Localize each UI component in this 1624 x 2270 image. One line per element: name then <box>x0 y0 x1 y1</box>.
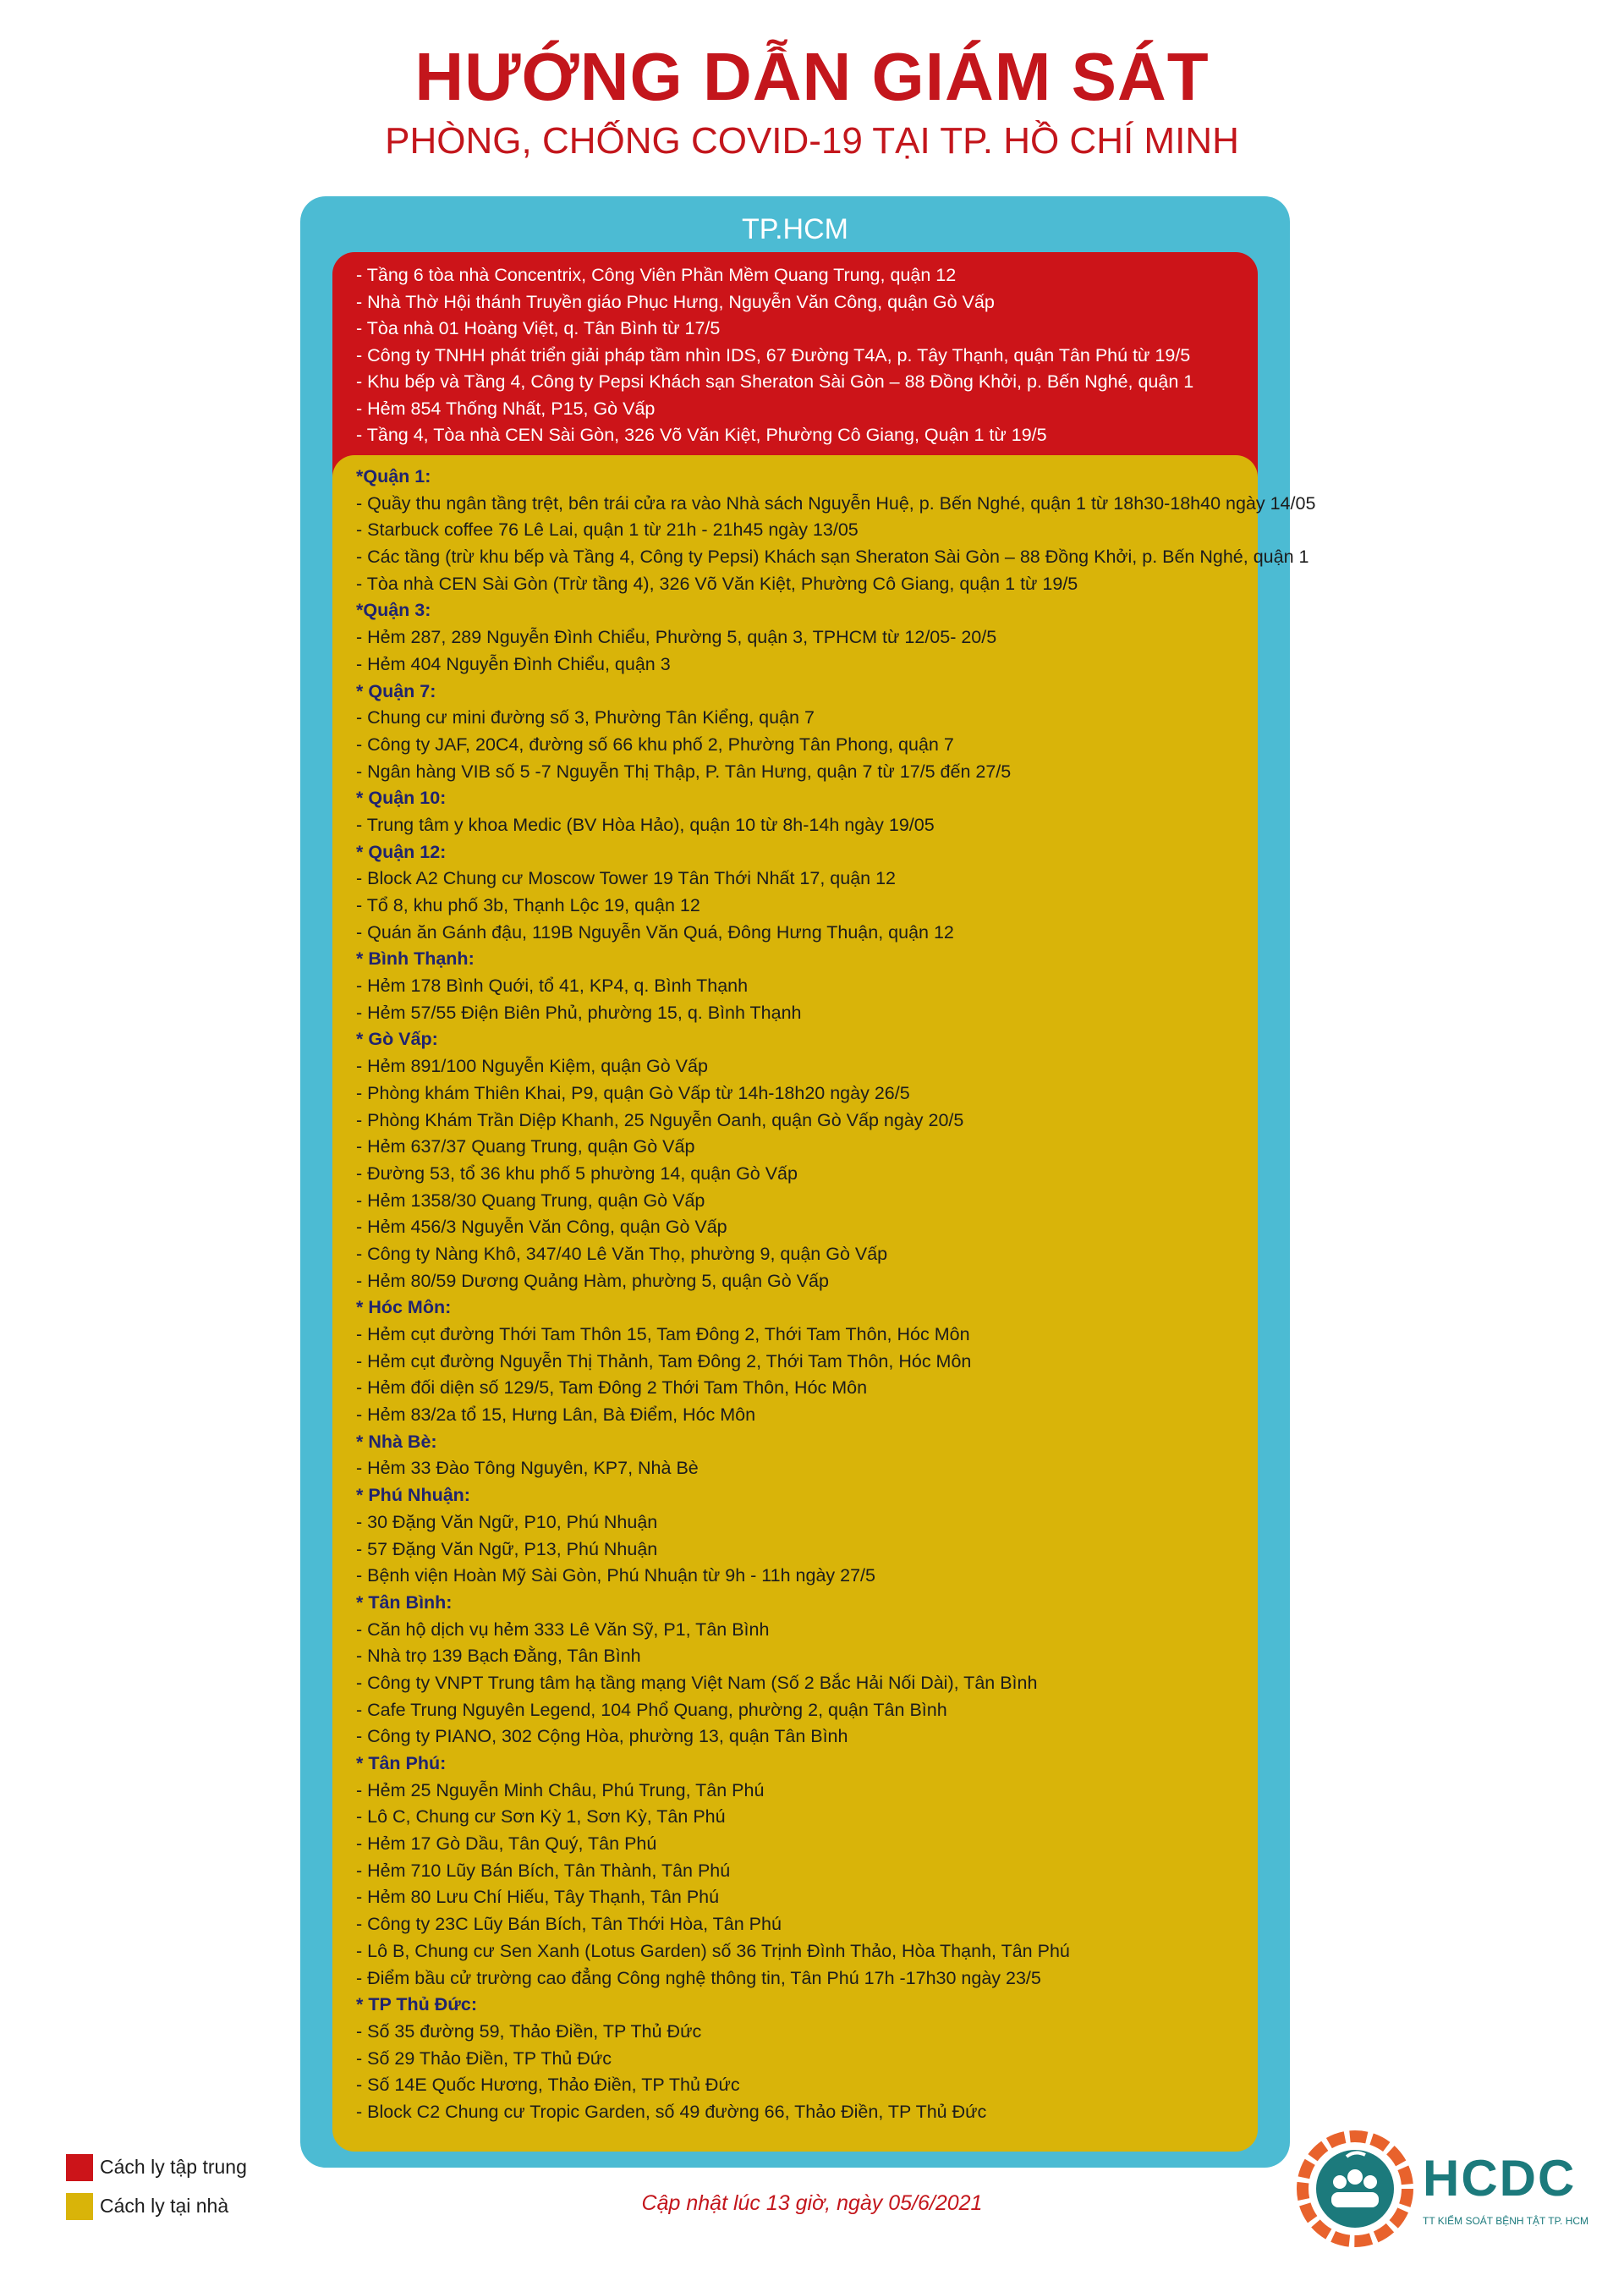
home-isolation-item: - Số 14E Quốc Hương, Thảo Điền, TP Thủ Đức <box>356 2075 740 2096</box>
home-isolation-item: - Hẻm 287, 289 Nguyễn Đình Chiểu, Phường 5, quận 3, TPHCM từ 12/05- 20/5 <box>356 627 997 648</box>
legend-swatch-red <box>66 2154 93 2181</box>
home-isolation-item: - Điểm bầu cử trường cao đẳng Công nghệ thông tin, Tân Phú 17h -17h30 ngày 23/5 <box>356 1967 1041 1988</box>
home-isolation-item: - Công ty PIANO, 302 Cộng Hòa, phường 13, quận Tân Bình <box>356 1726 848 1747</box>
district-heading: * TP Thủ Đức: <box>356 1994 477 2015</box>
home-isolation-item: - Hẻm 17 Gò Dầu, Tân Quý, Tân Phú <box>356 1833 657 1855</box>
district-heading: * Bình Thạnh: <box>356 948 475 970</box>
home-isolation-item: - Công ty Nàng Khô, 347/40 Lê Văn Thọ, phường 9, quận Gò Vấp <box>356 1243 888 1264</box>
home-isolation-item: - Block A2 Chung cư Moscow Tower 19 Tân Thới Nhất 17, quận 12 <box>356 868 897 889</box>
home-isolation-item: - Công ty VNPT Trung tâm hạ tầng mạng Việt Nam (Số 2 Bắc Hải Nối Dài), Tân Bình <box>356 1672 1038 1693</box>
home-isolation-item: - Quán ăn Gánh đậu, 119B Nguyễn Văn Quá, Đông Hưng Thuận, quận 12 <box>356 921 954 943</box>
district-heading: * Tân Phú: <box>356 1753 447 1773</box>
district-heading: * Quận 10: <box>356 788 447 809</box>
home-isolation-item: - Bệnh viện Hoàn Mỹ Sài Gòn, Phú Nhuận từ 9h - 11h ngày 27/5 <box>356 1565 875 1586</box>
home-isolation-item: - Hẻm 83/2a tổ 15, Hưng Lân, Bà Điểm, Hóc Môn <box>356 1404 756 1426</box>
home-isolation-item: - Hẻm 80/59 Dương Quảng Hàm, phường 5, quận Gò Vấp <box>356 1270 829 1291</box>
concentrated-isolation-item: - Khu bếp và Tầng 4, Công ty Pepsi Khách sạn Sheraton Sài Gòn – 88 Đồng Khởi, p. Bến Nghé, quận 1 <box>356 371 1194 392</box>
home-isolation-item: - Nhà trọ 139 Bạch Đằng, Tân Bình <box>356 1646 641 1667</box>
district-heading: * Phú Nhuận: <box>356 1485 470 1506</box>
district-heading: * Nhà Bè: <box>356 1431 437 1452</box>
home-isolation-item: - Tổ 8, khu phố 3b, Thạnh Lộc 19, quận 12 <box>356 895 700 915</box>
city-panel <box>300 196 1316 2168</box>
page-subtitle: PHÒNG, CHỐNG COVID-19 TẠI TP. HỒ CHÍ MINH <box>385 120 1239 162</box>
home-isolation-item: - Lô B, Chung cư Sen Xanh (Lotus Garden) số 36 Trịnh Đình Thảo, Hòa Thạnh, Tân Phú <box>356 1940 1070 1961</box>
home-isolation-item: - Hẻm 178 Bình Quới, tổ 41, KP4, q. Bình Thạnh <box>356 976 749 997</box>
update-timestamp: Cập nhật lúc 13 giờ, ngày 05/6/2021 <box>641 2191 983 2215</box>
page-title: HƯỚNG DẪN GIÁM SÁT <box>414 39 1210 114</box>
district-heading: *Quận 1: <box>356 466 431 486</box>
home-isolation-item: - Block C2 Chung cư Tropic Garden, số 49 đường 66, Thảo Điền, TP Thủ Đức <box>356 2101 987 2122</box>
home-isolation-item: - Starbuck coffee 76 Lê Lai, quận 1 từ 21h - 21h45 ngày 13/05 <box>356 519 859 541</box>
home-isolation-item: - Hẻm 57/55 Điện Biên Phủ, phường 15, q. Bình Thạnh <box>356 1002 802 1023</box>
home-isolation-item: - Hẻm 456/3 Nguyễn Văn Công, quận Gò Vấp <box>356 1217 727 1238</box>
home-isolation-item: - Công ty 23C Lũy Bán Bích, Tân Thới Hòa, Tân Phú <box>356 1914 782 1935</box>
legend-label: Cách ly tập trung <box>100 2156 247 2178</box>
home-isolation-item: - Trung tâm y khoa Medic (BV Hòa Hảo), quận 10 từ 8h-14h ngày 19/05 <box>356 814 935 835</box>
home-isolation-item: - Số 29 Thảo Điền, TP Thủ Đức <box>356 2047 612 2069</box>
home-isolation-item: - 57 Đặng Văn Ngữ, P13, Phú Nhuận <box>356 1538 658 1559</box>
hcdc-emblem-icon <box>1296 2130 1414 2248</box>
concentrated-isolation-item: - Tầng 4, Tòa nhà CEN Sài Gòn, 326 Võ Văn Kiệt, Phường Cô Giang, Quận 1 từ 19/5 <box>356 425 1047 445</box>
home-isolation-item: - Hẻm cụt đường Thới Tam Thôn 15, Tam Đông 2, Thới Tam Thôn, Hóc Môn <box>356 1324 970 1344</box>
home-isolation-item: - Phòng Khám Trần Diệp Khanh, 25 Nguyễn Oanh, quận Gò Vấp ngày 20/5 <box>356 1109 964 1130</box>
district-heading: * Quận 12: <box>356 841 447 862</box>
district-heading: * Hóc Môn: <box>356 1297 452 1318</box>
concentrated-isolation-item: - Tầng 6 tòa nhà Concentrix, Công Viên Phần Mềm Quang Trung, quận 12 <box>356 265 957 285</box>
home-isolation-item: - Cafe Trung Nguyên Legend, 104 Phổ Quang, phường 2, quận Tân Bình <box>356 1699 947 1720</box>
home-isolation-list <box>332 455 1316 2152</box>
legend-label: Cách ly tại nhà <box>100 2195 229 2217</box>
home-isolation-item: - Hẻm 891/100 Nguyễn Kiệm, quận Gò Vấp <box>356 1056 708 1077</box>
concentrated-isolation-item: - Tòa nhà 01 Hoàng Việt, q. Tân Bình từ 17/5 <box>356 318 721 338</box>
home-isolation-item: - 30 Đặng Văn Ngữ, P10, Phú Nhuận <box>356 1511 658 1532</box>
logo-name: HCDC <box>1423 2150 1577 2207</box>
district-heading: * Quận 7: <box>356 680 436 701</box>
home-isolation-item: - Công ty JAF, 20C4, đường số 66 khu phố 2, Phường Tân Phong, quận 7 <box>356 734 954 755</box>
concentrated-isolation-list <box>332 252 1258 489</box>
district-heading: * Gò Vấp: <box>356 1029 438 1050</box>
concentrated-isolation-item: - Hẻm 854 Thống Nhất, P15, Gò Vấp <box>356 398 656 419</box>
panel-title: TP.HCM <box>742 213 848 245</box>
logo-tagline: TT KIỂM SOÁT BỆNH TẬT TP. HCM <box>1423 2215 1589 2227</box>
home-isolation-item: - Hẻm 1358/30 Quang Trung, quận Gò Vấp <box>356 1190 705 1211</box>
home-isolation-item: - Hẻm 404 Nguyễn Đình Chiểu, quận 3 <box>356 653 671 674</box>
home-isolation-item: - Chung cư mini đường số 3, Phường Tân Kiểng, quận 7 <box>356 707 815 728</box>
home-isolation-item: - Hẻm 637/37 Quang Trung, quận Gò Vấp <box>356 1136 695 1157</box>
home-isolation-item: - Hẻm cụt đường Nguyễn Thị Thảnh, Tam Đông 2, Thới Tam Thôn, Hóc Môn <box>356 1350 972 1371</box>
hcdc-logo <box>1296 2125 1589 2252</box>
district-heading: * Tân Bình: <box>356 1591 453 1613</box>
home-isolation-item: - Ngân hàng VIB số 5 -7 Nguyễn Thị Thập, P. Tân Hưng, quận 7 từ 17/5 đến 27/5 <box>356 761 1012 782</box>
home-isolation-item: - Hẻm 710 Lũy Bán Bích, Tân Thành, Tân Phú <box>356 1860 731 1881</box>
home-isolation-item: - Lô C, Chung cư Sơn Kỳ 1, Sơn Kỳ, Tân Phú <box>356 1806 726 1828</box>
home-isolation-item: - Quầy thu ngân tầng trệt, bên trái cửa ra vào Nhà sách Nguyễn Huệ, p. Bến Nghé, quận 1 từ 18h30-18h40 ngày 14/05 <box>356 492 1316 514</box>
concentrated-isolation-item: - Nhà Thờ Hội thánh Truyền giáo Phục Hưng, Nguyễn Văn Công, quận Gò Vấp <box>356 291 995 312</box>
home-isolation-item: - Hẻm 25 Nguyễn Minh Châu, Phú Trung, Tân Phú <box>356 1779 765 1800</box>
home-isolation-item: - Hẻm 33 Đào Tông Nguyên, KP7, Nhà Bè <box>356 1458 699 1479</box>
home-isolation-item: - Hẻm đối diện số 129/5, Tam Đông 2 Thới Tam Thôn, Hóc Môn <box>356 1377 868 1399</box>
legend-concentrated <box>66 2154 404 2181</box>
concentrated-isolation-item: - Công ty TNHH phát triển giải pháp tầm nhìn IDS, 67 Đường T4A, p. Tây Thạnh, quận Tân Phú từ 19/5 <box>356 344 1191 366</box>
home-isolation-item: - Tòa nhà CEN Sài Gòn (Trừ tầng 4), 326 Võ Văn Kiệt, Phường Cô Giang, quận 1 từ 19/5 <box>356 573 1078 594</box>
home-isolation-item: - Phòng khám Thiên Khai, P9, quận Gò Vấp từ 14h-18h20 ngày 26/5 <box>356 1082 910 1103</box>
home-isolation-item: - Số 35 đường 59, Thảo Điền, TP Thủ Đức <box>356 2020 702 2042</box>
home-isolation-item: - Đường 53, tổ 36 khu phố 5 phường 14, quận Gò Vấp <box>356 1162 798 1184</box>
home-isolation-item: - Căn hộ dịch vụ hẻm 333 Lê Văn Sỹ, P1, Tân Bình <box>356 1619 770 1640</box>
home-isolation-item: - Các tầng (trừ khu bếp và Tầng 4, Công ty Pepsi) Khách sạn Sheraton Sài Gòn – 88 Đồng Khởi, p. Bến Nghé, quận 1 <box>356 547 1309 568</box>
district-heading: *Quận 3: <box>356 600 431 621</box>
home-isolation-item: - Hẻm 80 Lưu Chí Hiếu, Tây Thạnh, Tân Phú <box>356 1887 720 1908</box>
